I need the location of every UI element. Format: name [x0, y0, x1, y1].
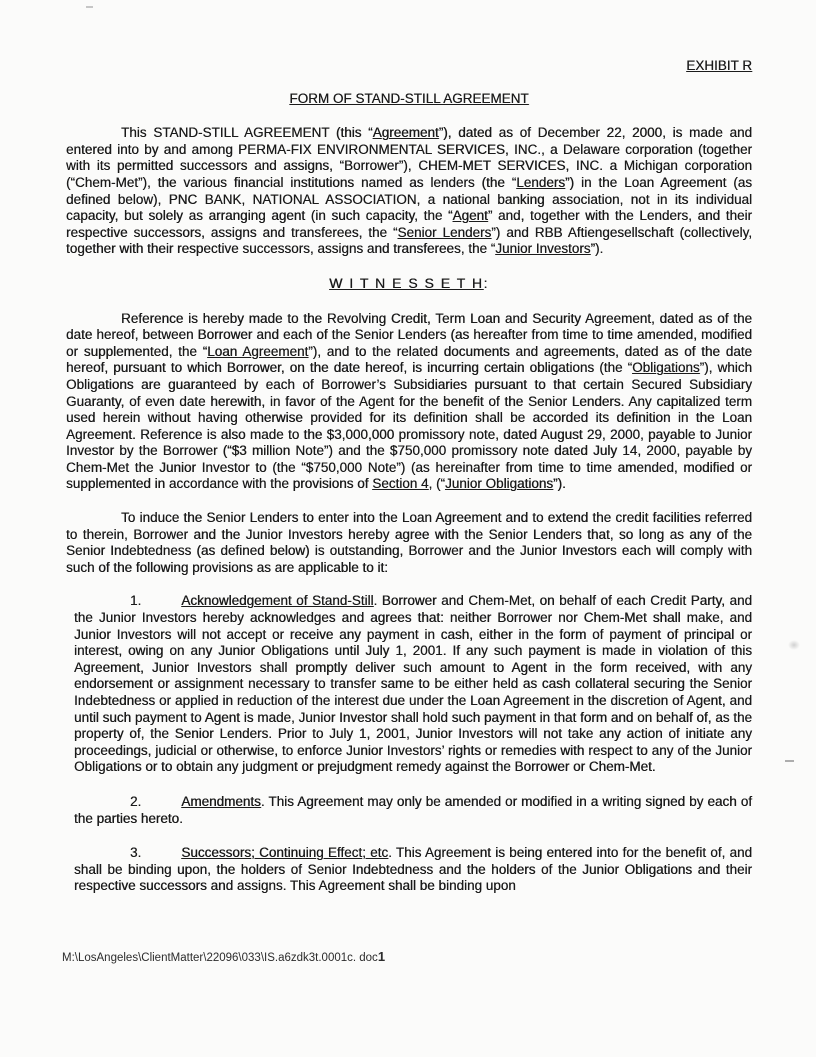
text-segment: ”). [590, 241, 604, 257]
defined-term: Section 4 [372, 476, 429, 492]
defined-term: Obligations [632, 360, 700, 376]
witnesseth-text: W I T N E S S E T H [329, 274, 484, 291]
defined-term: Senior Lenders [397, 224, 492, 240]
defined-term: Agreement [372, 125, 439, 141]
recital-paragraph-1 [66, 311, 752, 494]
text-segment: ”), and to the related documents and agreements, dated as of the date hereof, pursuant to which Borrower, on the date hereof, is incurring certain obligations (the “ [66, 343, 752, 376]
text-segment: ”), dated as of December 22, 2000, is made and entered into by and among PERMA-FIX ENVIRONMENTAL SERVICES, INC., a Delaware corporation (together with its permitted successors and assigns, “Borrower”), CHEM-MET SERVICES, INC. a Michigan corporation (“Chem-Met”), the various financial institutions named as lenders (the “ [66, 125, 752, 190]
text-segment: . This Agreement is being entered into for the benefit of, and shall be binding upon, the holders of Senior Indebtedness and the holders of the Junior Obligations and their respective successors and assigns. This Agreement shall be binding upon [74, 845, 753, 894]
text-segment: ”). [553, 476, 566, 492]
section-number: 3. [130, 845, 142, 861]
file-path: M:\LosAngeles\ClientMatter\22096\033\IS.a6zdk3t.0001c. doc [62, 952, 378, 964]
text-segment: ”) in the Loan Agreement (as defined below), PNC BANK, NATIONAL ASSOCIATION, a national banking association, not in its individual capacity, but solely as arranging agent (in such capacity, the “ [66, 174, 752, 224]
defined-term: Junior Investors [495, 241, 591, 257]
text-segment: Reference is hereby made to the Revolving Credit, Term Loan and Security Agreement, dated as of the date hereof, between Borrower and each of the Senior Lenders (as hereafter from time to time amended, modified or supplemented, the “ [66, 310, 752, 359]
section-paragraph-1 [66, 593, 752, 776]
witnesseth-heading [66, 275, 752, 292]
exhibit-label-text: EXHIBIT R [686, 58, 752, 73]
defined-term: Loan Agreement [207, 343, 309, 359]
recital-paragraph-2 [66, 510, 752, 576]
defined-term: Acknowledgement of Stand-Still [181, 593, 374, 609]
text-segment: This STAND-STILL AGREEMENT (this “ [121, 125, 373, 141]
document-content [66, 58, 752, 913]
document-footer [62, 950, 385, 965]
section-number: 1. [130, 593, 142, 609]
text-segment: To induce the Senior Lenders to enter into the Loan Agreement and to extend the credit facilities referred to therein, Borrower and the Junior Investors hereby agree with the Senior Lenders that, so long as any of the Senior Indebtedness (as defined below) is outstanding, Borrower and the Junior Investors each will comply with such of the following provisions as are applicable to it: [66, 510, 752, 575]
exhibit-label [66, 58, 752, 75]
intro-paragraph [66, 125, 752, 258]
text-segment: ”) and RBB Aftiengesellschaft (collectively, together with their respective successors, assigns and transferees, the “ [66, 224, 752, 257]
defined-term: Successors; Continuing Effect; etc [181, 845, 389, 861]
text-segment: ”), which Obligations are guaranteed by each of Borrower’s Subsidiaries pursuant to that certain Secured Subsidiary Guaranty, of even date herewith, in favor of the Agent for the benefit of the Senior Lenders. Any capitalized term used herein without having otherwise provided for its definition shall be accorded its definition in the Loan Agreement. Reference is also made to the $3,000,000 promissory note, dated August 29, 2000, payable to Junior Investor by the Borrower (“$3 million Note”) and the $750,000 promissory note dated July 14, 2000, payable by Chem-Met the Junior Investor to (the “$750,000 Note”) (as hereinafter from time to time amended, modified or supplemented in accordance with the provisions of [66, 360, 752, 492]
defined-term: Agent [452, 208, 488, 224]
text-segment: , (“ [428, 476, 445, 492]
page-number: 1 [377, 949, 386, 964]
text-segment: . This Agreement may only be amended or modified in a writing signed by each of the parties hereto. [74, 793, 752, 826]
defined-term: Amendments [181, 793, 261, 809]
defined-term: Lenders [516, 174, 566, 190]
document-title [66, 91, 752, 108]
scan-artifact [86, 6, 93, 8]
scan-artifact [785, 760, 794, 762]
section-number: 2. [130, 793, 142, 809]
document-title-text: FORM OF STAND-STILL AGREEMENT [289, 90, 529, 106]
scan-artifact [788, 640, 800, 650]
text-segment: . Borrower and Chem-Met, on behalf of each Credit Party, and the Junior Investors hereby acknowledges and agrees that: neither Borrower nor Chem-Met shall make, and Junior Investors will not accept or receive any payment in cash, either in the form of payment of principal or interest, owing on any Junior Obligations until July 1, 2001. If any such payment is made in violation of this Agreement, Junior Investors shall promptly deliver such amount to Agent in the form received, with any endorsement or assignment necessary to transfer same to be either held as cash collateral securing the Senior Indebtedness or applied in reduction of the interest due under the Loan Agreement in the discretion of Agent, and until such payment to Agent is made, Junior Investor shall hold such payment in that form and on behalf of, as the property of, the Senior Lenders. Prior to July 1, 2001, Junior Investors will not take any action of initiate any proceedings, judicial or otherwise, to enforce Junior Investors’ rights or remedies with respect to any of the Junior Obligations or to obtain any judgment or prejudgment remedy against the Borrower or Chem-Met. [74, 593, 752, 775]
section-paragraph-3 [66, 845, 752, 895]
section-paragraph-2 [66, 794, 752, 827]
witnesseth-colon: : [483, 274, 489, 291]
text-segment: ” and, together with the Lenders, and their respective successors, assigns and transferees, the “ [66, 208, 752, 240]
defined-term: Junior Obligations [444, 476, 554, 492]
